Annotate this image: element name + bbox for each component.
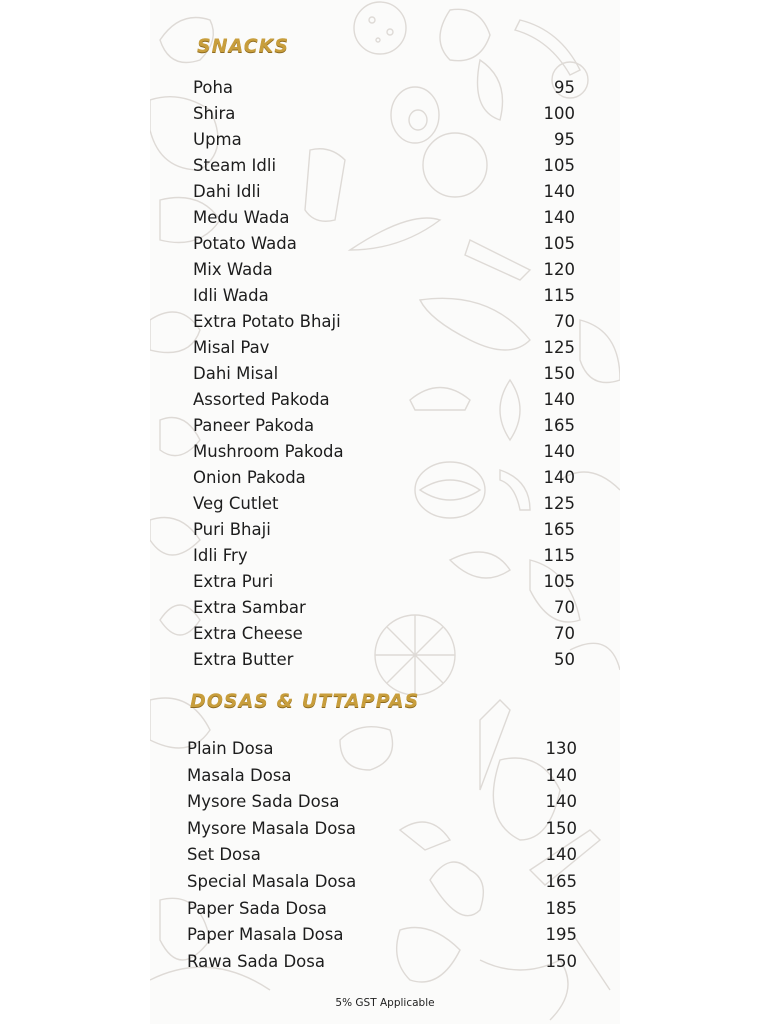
menu-page [150,0,620,1024]
item-price: 185 [545,898,577,918]
item-name: Set Dosa [187,845,261,865]
list-item [193,78,575,104]
item-name: Extra Sambar [193,598,306,617]
list-item [193,416,575,442]
dosas-list [187,739,577,978]
item-price: 150 [543,364,575,383]
item-price: 140 [545,845,577,865]
list-item [193,182,575,208]
item-name: Mysore Masala Dosa [187,818,357,838]
item-price: 50 [554,650,575,669]
list-item [187,766,577,793]
list-item [193,572,575,598]
item-name: Mysore Sada Dosa [187,792,340,812]
item-name: Extra Puri [193,572,274,591]
item-price: 140 [545,765,577,785]
item-price: 95 [554,130,575,149]
list-item [193,520,575,546]
item-name: Paneer Pakoda [193,416,315,435]
item-name: Puri Bhaji [193,520,271,539]
item-name: Special Masala Dosa [187,871,357,891]
item-price: 195 [545,925,577,945]
item-price: 140 [543,442,575,461]
list-item [193,260,575,286]
gst-footnote: 5% GST Applicable [335,997,435,1009]
item-price: 140 [543,182,575,201]
list-item [193,650,575,676]
item-name: Potato Wada [193,234,297,253]
item-name: Plain Dosa [187,739,274,758]
list-item [193,312,575,338]
item-name: Assorted Pakoda [193,390,330,409]
item-price: 165 [545,871,577,891]
list-item [193,442,575,468]
list-item [193,104,575,130]
list-item [187,845,577,872]
list-item [187,739,577,766]
item-name: Rawa Sada Dosa [187,951,325,971]
item-name: Idli Wada [193,286,269,305]
list-item [193,286,575,312]
item-price: 70 [554,624,575,643]
item-name: Dahi Misal [193,364,279,383]
list-item [193,598,575,624]
item-name: Extra Potato Bhaji [193,312,341,331]
list-item [187,899,577,926]
section-title-dosas-uttappas: DOSAS & UTTAPPAS [190,690,420,712]
item-price: 140 [545,792,577,812]
item-name: Poha [193,78,234,97]
list-item [193,546,575,572]
item-price: 140 [543,468,575,487]
item-price: 115 [543,286,575,305]
list-item [187,819,577,846]
item-price: 105 [543,572,575,591]
list-item [193,364,575,390]
item-name: Paper Sada Dosa [187,898,327,918]
item-name: Extra Butter [193,650,294,669]
item-name: Steam Idli [193,156,277,175]
list-item [193,494,575,520]
item-name: Extra Cheese [193,624,303,643]
list-item [193,156,575,182]
list-item [193,624,575,650]
item-price: 100 [543,104,575,123]
item-price: 165 [543,520,575,539]
item-price: 70 [554,598,575,617]
item-name: Upma [193,130,242,149]
item-name: Misal Pav [193,338,270,357]
item-name: Shira [193,104,236,123]
item-name: Dahi Idli [193,182,261,201]
item-name: Masala Dosa [187,765,292,785]
item-price: 150 [545,818,577,838]
section-title-snacks: SNACKS [197,35,290,57]
item-price: 125 [543,494,575,513]
item-price: 95 [554,78,575,97]
list-item [193,468,575,494]
item-name: Idli Fry [193,546,248,565]
item-price: 140 [543,390,575,409]
item-name: Onion Pakoda [193,468,306,487]
list-item [193,130,575,156]
list-item [187,792,577,819]
list-item [187,952,577,979]
item-name: Paper Masala Dosa [187,925,344,945]
item-price: 165 [543,416,575,435]
item-price: 115 [543,546,575,565]
item-price: 125 [543,338,575,357]
item-name: Mix Wada [193,260,273,279]
list-item [193,234,575,260]
list-item [187,872,577,899]
item-price: 70 [554,312,575,331]
item-name: Veg Cutlet [193,494,279,513]
item-name: Medu Wada [193,208,290,227]
list-item [193,390,575,416]
item-price: 150 [545,951,577,971]
item-price: 130 [545,739,577,758]
item-price: 105 [543,156,575,175]
item-name: Mushroom Pakoda [193,442,344,461]
list-item [193,338,575,364]
item-price: 140 [543,208,575,227]
item-price: 120 [543,260,575,279]
item-price: 105 [543,234,575,253]
snacks-list [193,78,575,676]
list-item [193,208,575,234]
list-item [187,925,577,952]
